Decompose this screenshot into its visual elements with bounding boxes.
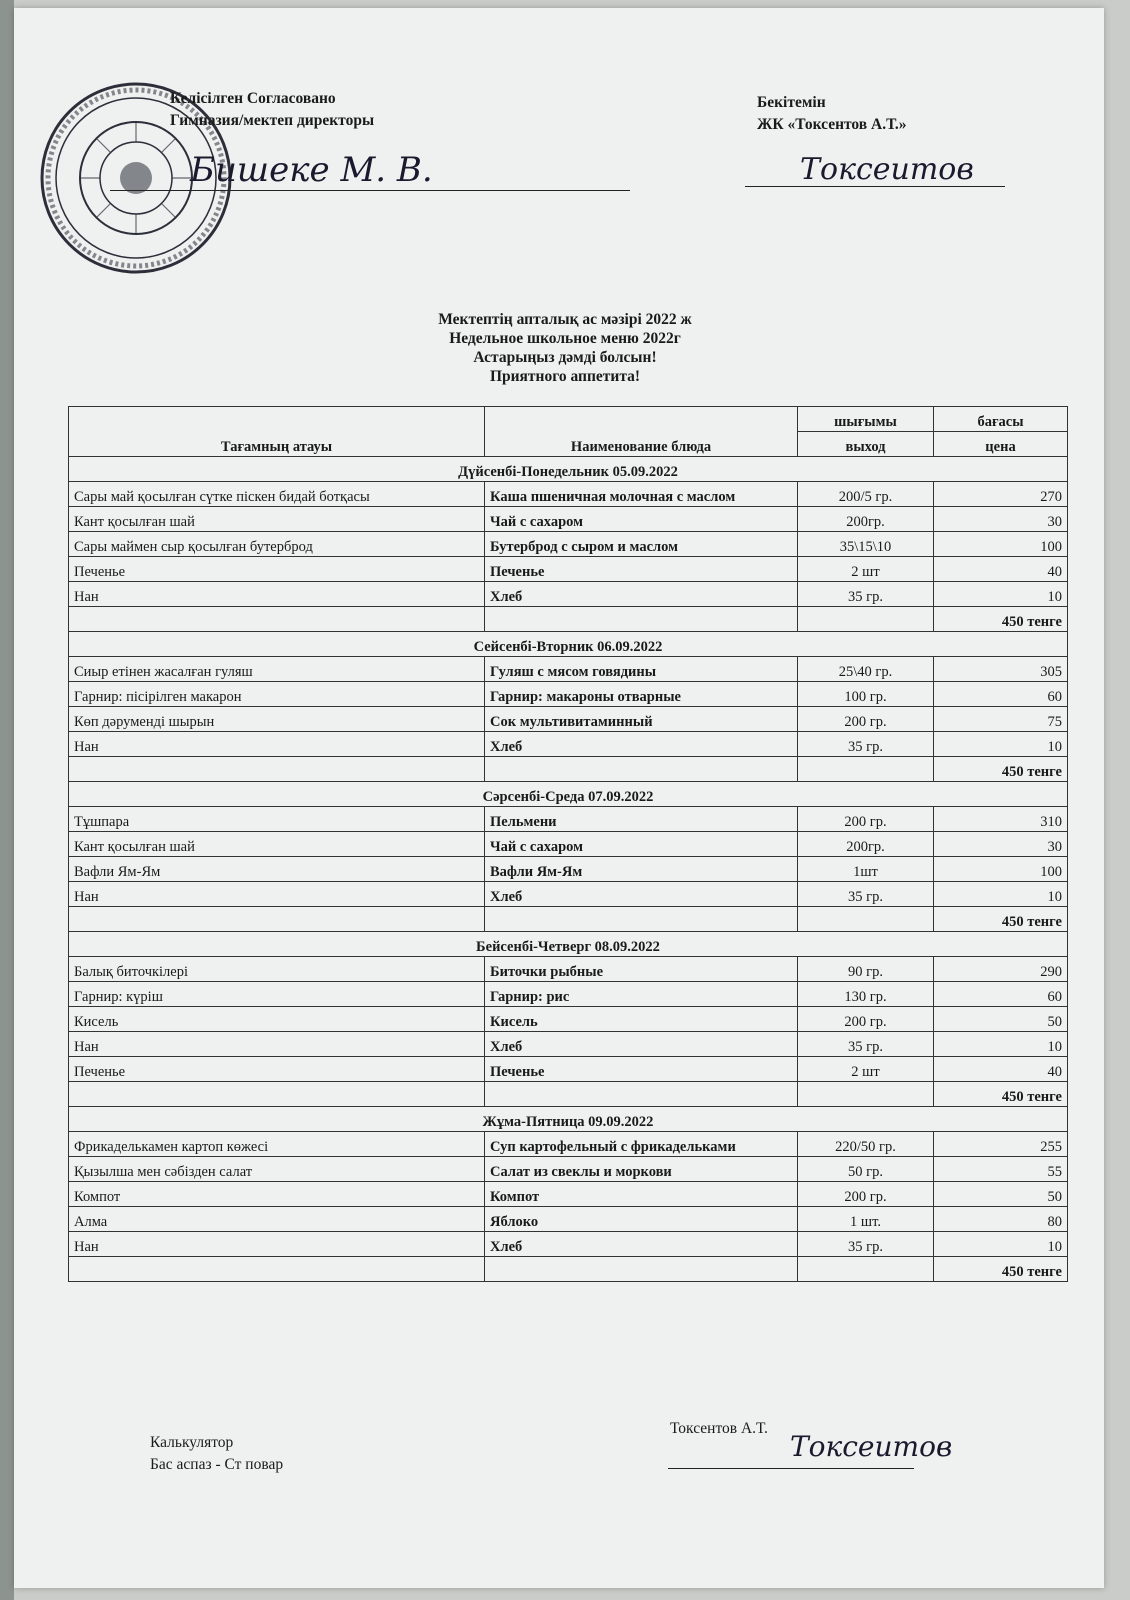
dish-price: 40 xyxy=(934,557,1068,582)
table-row xyxy=(69,682,1068,707)
dish-price: 255 xyxy=(934,1132,1068,1157)
table-row xyxy=(69,1232,1068,1257)
menu-titles xyxy=(0,310,1130,386)
total-empty-cell xyxy=(69,607,485,632)
table-row xyxy=(69,532,1068,557)
dish-name-kz: Нан xyxy=(69,1032,485,1057)
scanner-edge xyxy=(0,0,14,1600)
day-total-row xyxy=(69,607,1068,632)
dish-name-kz: Алма xyxy=(69,1207,485,1232)
menu-table xyxy=(68,406,1068,1282)
dish-name-kz: Көп дәруменді шырын xyxy=(69,707,485,732)
greeting-kz: Астарыңыз дәмді болсын! xyxy=(473,349,657,366)
total-empty-cell xyxy=(485,1257,798,1282)
total-empty-cell xyxy=(798,1257,934,1282)
table-row xyxy=(69,807,1068,832)
dish-yield: 200гр. xyxy=(798,507,934,532)
dish-price: 60 xyxy=(934,982,1068,1007)
dish-yield: 35 гр. xyxy=(798,882,934,907)
dish-name-ru: Хлеб xyxy=(485,1232,798,1257)
approval-left-block xyxy=(170,88,374,132)
total-empty-cell xyxy=(69,1257,485,1282)
day-total-row xyxy=(69,1257,1068,1282)
dish-name-ru: Чай с сахаром xyxy=(485,832,798,857)
dish-name-ru: Хлеб xyxy=(485,1032,798,1057)
day-header-row xyxy=(69,457,1068,482)
menu-table-body xyxy=(69,457,1068,1282)
dish-yield: 220/50 гр. xyxy=(798,1132,934,1157)
footer-signature: Токсеитов xyxy=(790,1430,953,1463)
dish-name-ru: Кисель xyxy=(485,1007,798,1032)
dish-price: 10 xyxy=(934,732,1068,757)
dish-price: 30 xyxy=(934,507,1068,532)
total-empty-cell xyxy=(69,757,485,782)
title-kz: Мектептің апталық ас мәзірі 2022 ж xyxy=(438,311,692,328)
day-total-row xyxy=(69,1082,1068,1107)
dish-name-ru: Суп картофельный с фрикадельками xyxy=(485,1132,798,1157)
dish-name-kz: Нан xyxy=(69,732,485,757)
day-total: 450 тенге xyxy=(934,907,1068,932)
dish-name-kz: Тұшпара xyxy=(69,807,485,832)
footer-left xyxy=(150,1432,283,1476)
dish-yield: 35 гр. xyxy=(798,732,934,757)
footer-signature-line xyxy=(668,1468,914,1469)
dish-yield: 35 гр. xyxy=(798,582,934,607)
dish-yield: 1 шт. xyxy=(798,1207,934,1232)
dish-price: 310 xyxy=(934,807,1068,832)
dish-name-ru: Биточки рыбные xyxy=(485,957,798,982)
dish-yield: 1шт xyxy=(798,857,934,882)
dish-name-kz: Нан xyxy=(69,882,485,907)
table-row xyxy=(69,1057,1068,1082)
dish-name-kz: Нан xyxy=(69,1232,485,1257)
table-row xyxy=(69,557,1068,582)
day-header-row xyxy=(69,782,1068,807)
table-row xyxy=(69,1132,1068,1157)
title-ru: Недельное школьное меню 2022г xyxy=(449,330,681,347)
dish-price: 100 xyxy=(934,532,1068,557)
total-empty-cell xyxy=(798,1082,934,1107)
dish-name-ru: Вафли Ям-Ям xyxy=(485,857,798,882)
day-title: Сәрсенбі-Среда 07.09.2022 xyxy=(69,782,1068,807)
day-title: Бейсенбі-Четверг 08.09.2022 xyxy=(69,932,1068,957)
dish-name-kz: Вафли Ям-Ям xyxy=(69,857,485,882)
footer-calculator: Калькулятор xyxy=(150,1434,234,1451)
dish-yield: 90 гр. xyxy=(798,957,934,982)
total-empty-cell xyxy=(798,607,934,632)
footer-right xyxy=(670,1420,768,1438)
dish-price: 80 xyxy=(934,1207,1068,1232)
table-row xyxy=(69,707,1068,732)
dish-name-ru: Пельмени xyxy=(485,807,798,832)
dish-yield: 35 гр. xyxy=(798,1232,934,1257)
dish-yield: 200 гр. xyxy=(798,1007,934,1032)
dish-name-ru: Каша пшеничная молочная с маслом xyxy=(485,482,798,507)
total-empty-cell xyxy=(485,757,798,782)
table-row xyxy=(69,857,1068,882)
dish-yield: 50 гр. xyxy=(798,1157,934,1182)
header-price-kz: бағасы xyxy=(934,407,1068,432)
dish-name-ru: Печенье xyxy=(485,1057,798,1082)
dish-yield: 2 шт xyxy=(798,557,934,582)
table-row xyxy=(69,732,1068,757)
total-empty-cell xyxy=(798,757,934,782)
header-name-ru: Наименование блюда xyxy=(485,407,798,457)
total-empty-cell xyxy=(798,907,934,932)
dish-price: 55 xyxy=(934,1157,1068,1182)
greeting-ru: Приятного аппетита! xyxy=(489,368,641,385)
dish-name-kz: Балық биточкілері xyxy=(69,957,485,982)
header-yield-ru: выход xyxy=(798,432,934,457)
dish-name-kz: Қызылша мен сәбізден салат xyxy=(69,1157,485,1182)
total-empty-cell xyxy=(69,1082,485,1107)
dish-yield: 200гр. xyxy=(798,832,934,857)
dish-price: 75 xyxy=(934,707,1068,732)
dish-name-ru: Хлеб xyxy=(485,882,798,907)
dish-yield: 25\40 гр. xyxy=(798,657,934,682)
director-signature: Бишеке М. В. xyxy=(190,150,433,190)
day-total: 450 тенге xyxy=(934,1082,1068,1107)
dish-name-ru: Чай с сахаром xyxy=(485,507,798,532)
dish-name-kz: Сары май қосылған сүтке піскен бидай ботқасы xyxy=(69,482,485,507)
day-title: Жұма-Пятница 09.09.2022 xyxy=(69,1107,1068,1132)
dish-name-kz: Гарнир: күріш xyxy=(69,982,485,1007)
dish-price: 270 xyxy=(934,482,1068,507)
dish-yield: 200 гр. xyxy=(798,707,934,732)
dish-name-kz: Печенье xyxy=(69,557,485,582)
dish-name-ru: Сок мультивитаминный xyxy=(485,707,798,732)
table-row xyxy=(69,482,1068,507)
total-empty-cell xyxy=(69,907,485,932)
day-header-row xyxy=(69,632,1068,657)
dish-yield: 35 гр. xyxy=(798,1032,934,1057)
day-total: 450 тенге xyxy=(934,1257,1068,1282)
total-empty-cell xyxy=(485,607,798,632)
approval-right-line1: Бекітемін xyxy=(757,94,826,111)
dish-name-ru: Гуляш с мясом говядины xyxy=(485,657,798,682)
table-row xyxy=(69,1007,1068,1032)
footer-signer-name: Токсентов А.Т. xyxy=(670,1420,768,1437)
approval-left-line2: Гимназия/мектеп директоры xyxy=(170,112,375,129)
dish-name-ru: Хлеб xyxy=(485,732,798,757)
director-signature-line xyxy=(110,190,630,191)
table-row xyxy=(69,1207,1068,1232)
dish-name-kz: Фрикаделькамен картоп көжесі xyxy=(69,1132,485,1157)
day-total-row xyxy=(69,907,1068,932)
dish-price: 40 xyxy=(934,1057,1068,1082)
dish-price: 50 xyxy=(934,1182,1068,1207)
total-empty-cell xyxy=(485,907,798,932)
header-yield-kz: шығымы xyxy=(798,407,934,432)
dish-yield: 200 гр. xyxy=(798,1182,934,1207)
dish-price: 10 xyxy=(934,1232,1068,1257)
dish-name-kz: Кант қосылған шай xyxy=(69,832,485,857)
dish-yield: 200/5 гр. xyxy=(798,482,934,507)
dish-name-kz: Компот xyxy=(69,1182,485,1207)
dish-name-ru: Гарнир: макароны отварные xyxy=(485,682,798,707)
approver-signature: Токсеитов xyxy=(800,152,974,187)
table-row xyxy=(69,1182,1068,1207)
total-empty-cell xyxy=(485,1082,798,1107)
day-header-row xyxy=(69,932,1068,957)
dish-price: 290 xyxy=(934,957,1068,982)
dish-name-ru: Бутерброд с сыром и маслом xyxy=(485,532,798,557)
dish-name-kz: Кант қосылған шай xyxy=(69,507,485,532)
header-price-ru: цена xyxy=(934,432,1068,457)
dish-price: 10 xyxy=(934,582,1068,607)
dish-yield: 35\15\10 xyxy=(798,532,934,557)
dish-name-kz: Гарнир: пісірілген макарон xyxy=(69,682,485,707)
dish-name-ru: Гарнир: рис xyxy=(485,982,798,1007)
day-title: Дүйсенбі-Понедельник 05.09.2022 xyxy=(69,457,1068,482)
dish-price: 100 xyxy=(934,857,1068,882)
table-row xyxy=(69,832,1068,857)
table-row xyxy=(69,1032,1068,1057)
dish-price: 30 xyxy=(934,832,1068,857)
dish-yield: 130 гр. xyxy=(798,982,934,1007)
dish-name-ru: Яблоко xyxy=(485,1207,798,1232)
dish-yield: 2 шт xyxy=(798,1057,934,1082)
dish-name-ru: Хлеб xyxy=(485,582,798,607)
header-name-kz: Тағамның атауы xyxy=(69,407,485,457)
table-row xyxy=(69,582,1068,607)
dish-name-kz: Печенье xyxy=(69,1057,485,1082)
dish-yield: 100 гр. xyxy=(798,682,934,707)
day-title: Сейсенбі-Вторник 06.09.2022 xyxy=(69,632,1068,657)
dish-name-kz: Сары маймен сыр қосылған бутерброд xyxy=(69,532,485,557)
approval-right-block xyxy=(757,92,907,136)
day-total: 450 тенге xyxy=(934,757,1068,782)
table-row xyxy=(69,507,1068,532)
approval-right-line2: ЖК «Токсентов А.Т.» xyxy=(757,116,907,133)
dish-name-kz: Сиыр етінен жасалған гуляш xyxy=(69,657,485,682)
table-row xyxy=(69,1157,1068,1182)
dish-price: 10 xyxy=(934,1032,1068,1057)
table-row xyxy=(69,957,1068,982)
table-row xyxy=(69,882,1068,907)
table-row xyxy=(69,657,1068,682)
dish-name-kz: Кисель xyxy=(69,1007,485,1032)
day-header-row xyxy=(69,1107,1068,1132)
footer-head-cook: Бас аспаз - Ст повар xyxy=(150,1456,284,1473)
dish-name-ru: Печенье xyxy=(485,557,798,582)
dish-name-kz: Нан xyxy=(69,582,485,607)
dish-name-ru: Салат из свеклы и моркови xyxy=(485,1157,798,1182)
dish-price: 305 xyxy=(934,657,1068,682)
dish-price: 10 xyxy=(934,882,1068,907)
dish-name-ru: Компот xyxy=(485,1182,798,1207)
dish-price: 50 xyxy=(934,1007,1068,1032)
dish-yield: 200 гр. xyxy=(798,807,934,832)
table-row xyxy=(69,982,1068,1007)
day-total: 450 тенге xyxy=(934,607,1068,632)
day-total-row xyxy=(69,757,1068,782)
approval-left-line1: Келісілген Согласовано xyxy=(170,90,336,107)
dish-price: 60 xyxy=(934,682,1068,707)
